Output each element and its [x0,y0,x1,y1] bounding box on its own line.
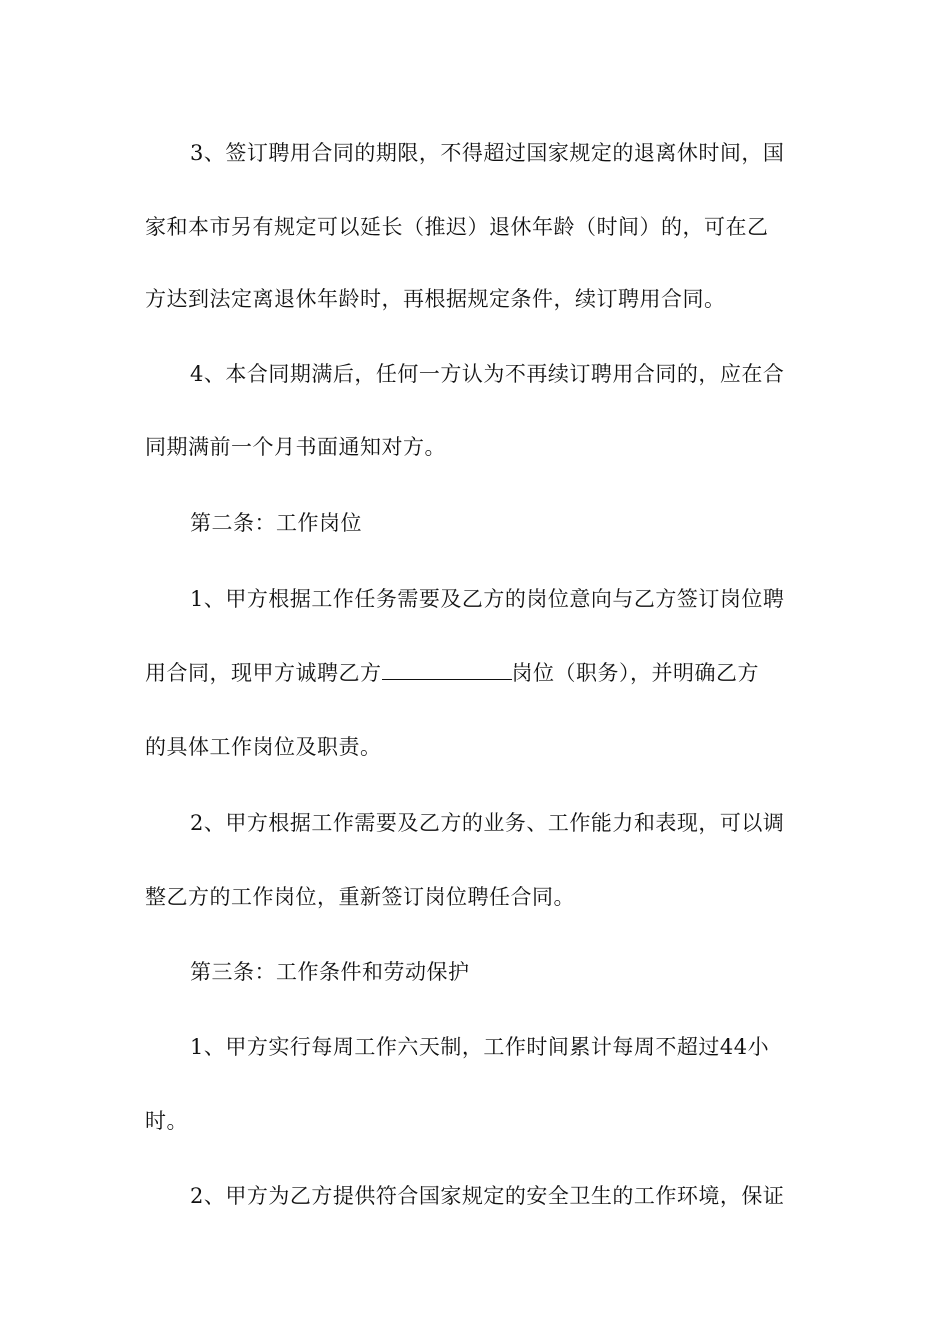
section-heading: 第三条：工作条件和劳动保护 [190,960,470,984]
paragraph-line: 同期满前一个月书面通知对方。 [145,435,446,459]
paragraph-line: 4、本合同期满后，任何一方认为不再续订聘用合同的，应在合 [190,362,785,386]
paragraph-line: 的具体工作岗位及职责。 [145,735,382,759]
paragraph-line: 2、甲方根据工作需要及乙方的业务、工作能力和表现，可以调 [190,811,785,835]
paragraph-line: 3、签订聘用合同的期限，不得超过国家规定的退离休时间，国 [190,141,785,165]
section-heading: 第二条：工作岗位 [190,511,362,535]
line-text-before-blank: 用合同，现甲方诚聘乙方 [145,661,382,685]
fill-in-blank[interactable] [382,659,512,680]
paragraph-line: 1、甲方根据工作任务需要及乙方的岗位意向与乙方签订岗位聘 [190,587,785,611]
paragraph-line: 时。 [145,1109,188,1133]
paragraph-line-with-blank [145,658,815,688]
paragraph-line: 整乙方的工作岗位，重新签订岗位聘任合同。 [145,885,575,909]
paragraph-line: 方达到法定离退休年龄时，再根据规定条件，续订聘用合同。 [145,287,726,311]
line-text-after-blank: 岗位（职务），并明确乙方 [511,661,759,685]
paragraph-line: 1、甲方实行每周工作六天制，工作时间累计每周不超过44小 [190,1035,770,1059]
paragraph-line: 家和本市另有规定可以延长（推迟）退休年龄（时间）的，可在乙 [145,215,769,239]
paragraph-line: 2、甲方为乙方提供符合国家规定的安全卫生的工作环境，保证 [190,1184,785,1208]
